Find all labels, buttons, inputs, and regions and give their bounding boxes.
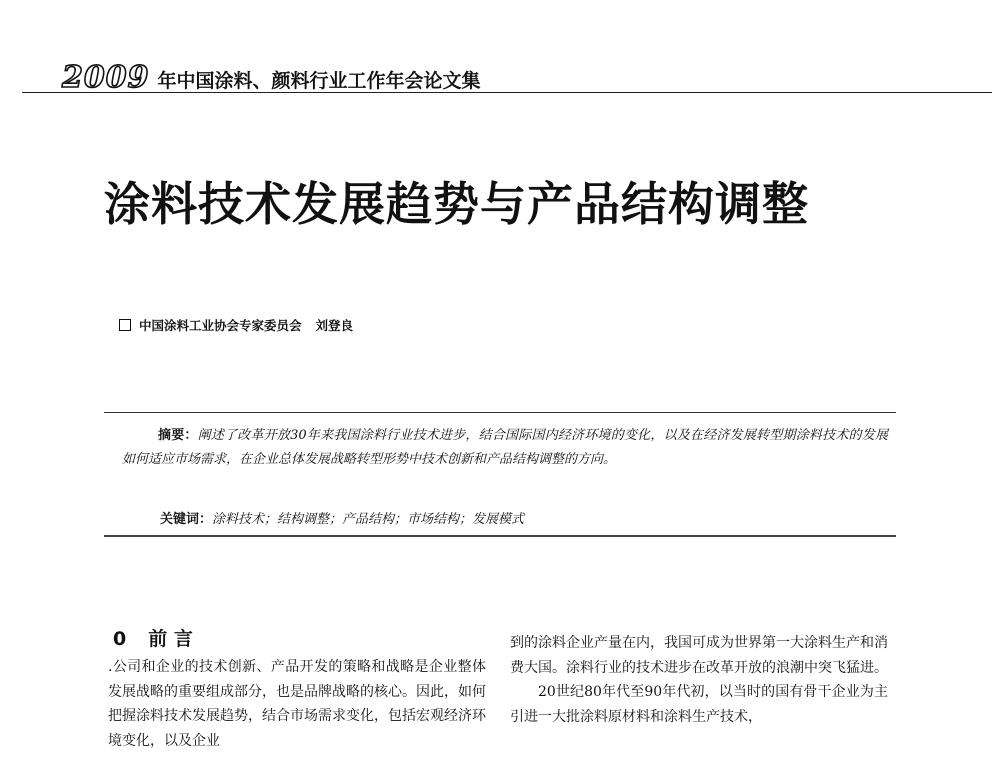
section-number: 0: [113, 628, 127, 650]
author-line: [119, 316, 353, 334]
keywords-label: 关键词：: [160, 512, 213, 527]
header-title: 年中国涂料、颜料行业工作年会论文集: [157, 70, 481, 92]
section-heading: [113, 624, 193, 651]
abstract-top-rule: [104, 412, 896, 413]
right-paragraph-1: 到的涂料企业产量在内，我国可成为世界第一大涂料生产和消费大国。涂料行业的技术进步在改革开放的浪潮中突飞猛进。: [510, 635, 888, 676]
header-year: 2009: [62, 60, 150, 95]
running-header: [62, 60, 481, 95]
abstract-text: 阐述了改革开放30年来我国涂料行业技术进步，结合国际国内经济环境的变化，以及在经济发展转型期涂料技术的发展如何适应市场需求，在企业总体发展战略转型形势中技术创新和产品结构调整的方向。: [122, 428, 888, 467]
square-bullet-icon: [119, 319, 131, 331]
article-title: 涂料技术发展趋势与产品结构调整: [104, 177, 809, 231]
author-affiliation: 中国涂料工业协会专家委员会: [139, 318, 302, 333]
left-paragraph: .公司和企业的技术创新、产品开发的策略和战略是企业整体发展战略的重要组成部分，也是品牌战略的核心。因此，如何把握涂料技术发展趋势，结合市场需求变化，包括宏观经济环境变化，以及企业: [108, 659, 486, 749]
section-title: 前 言: [148, 628, 193, 650]
keywords-text: 涂料技术；结构调整；产品结构；市场结构；发展模式: [212, 512, 525, 527]
abstract: [122, 424, 888, 472]
body-left-column: [108, 655, 486, 753]
author-name: 刘登良: [315, 318, 354, 333]
keywords: [160, 508, 524, 532]
body-right-column: [510, 631, 888, 729]
abstract-label: 摘要：: [158, 428, 198, 443]
header-rule: [22, 92, 992, 93]
abstract-bottom-rule: [104, 535, 896, 537]
right-paragraph-2: 20世纪80年代至90年代初，以当时的国有骨干企业为主引进一大批涂料原材料和涂料生产技术，: [510, 684, 888, 725]
